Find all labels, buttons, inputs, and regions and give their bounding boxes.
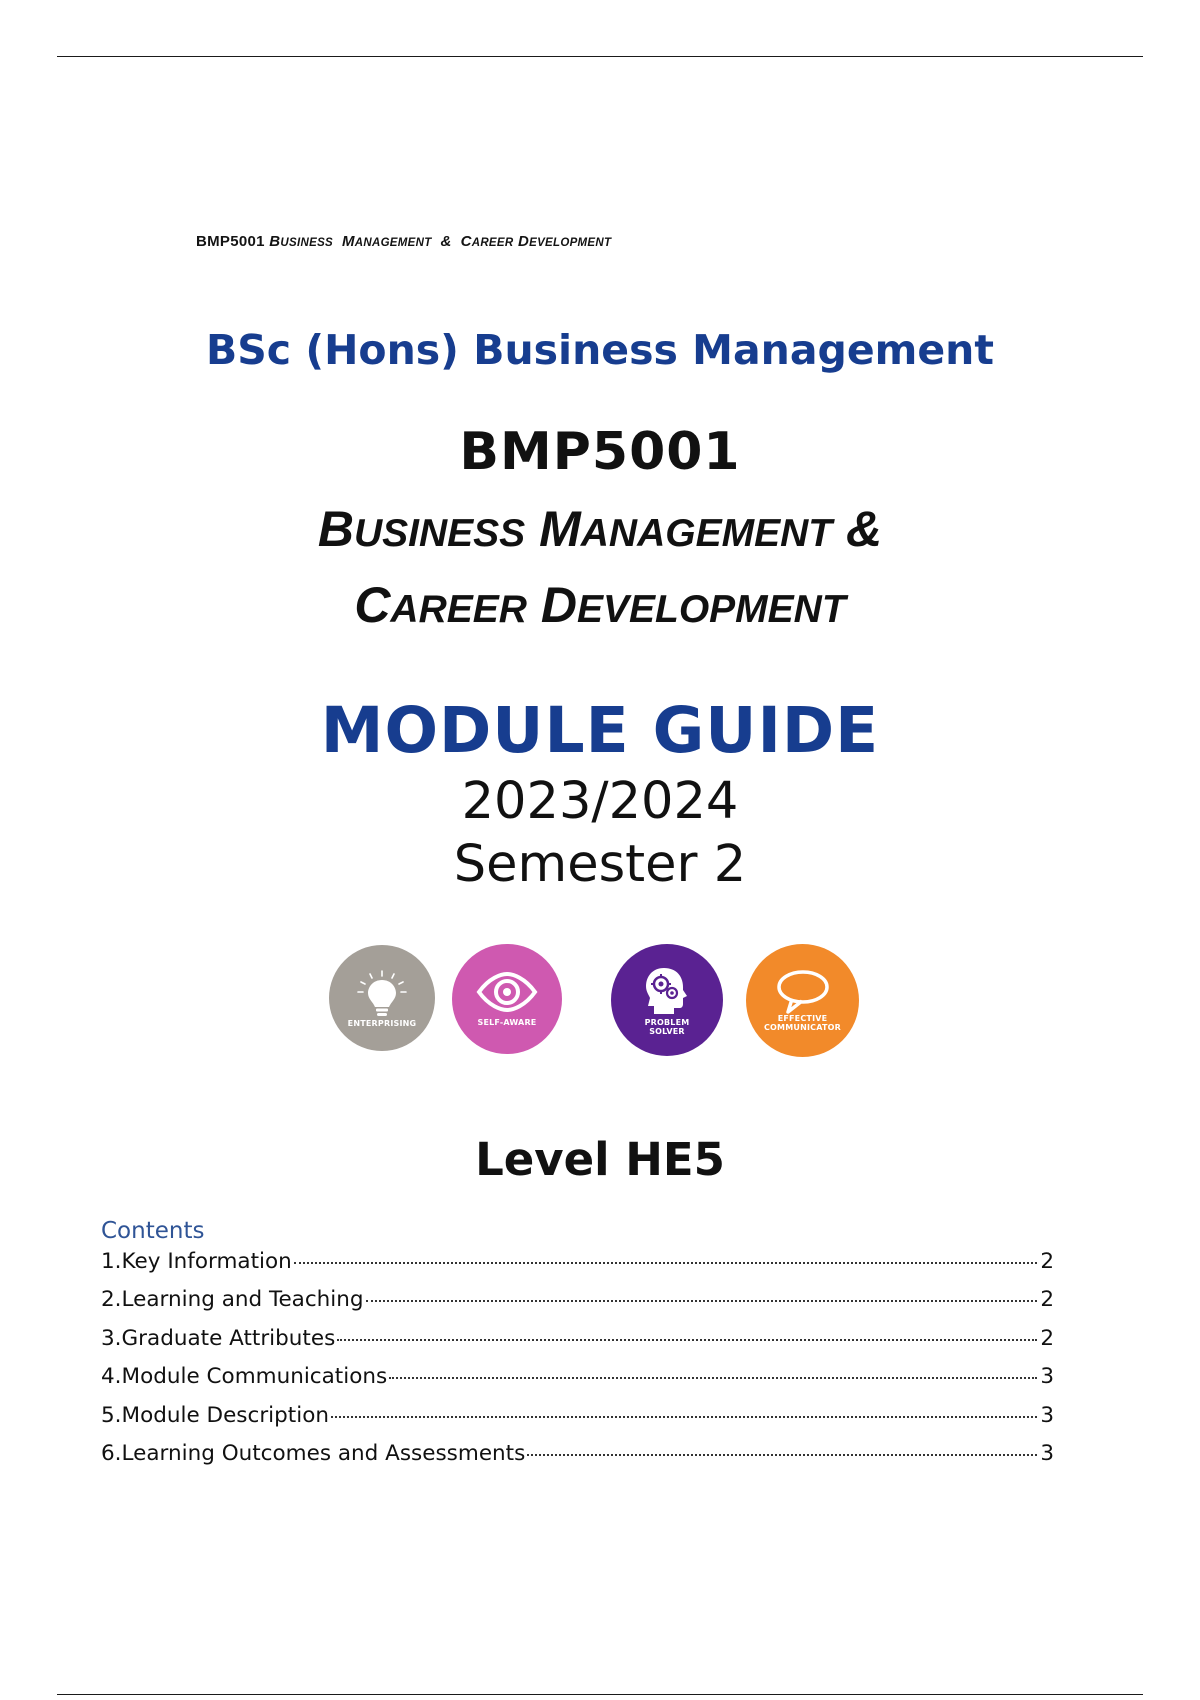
table-of-contents <box>101 1249 1054 1479</box>
module-code: BMP5001 <box>459 422 741 482</box>
speech-bubble-icon <box>776 970 830 1014</box>
toc-number: 4. <box>101 1364 122 1390</box>
badge-effective-communicator <box>746 944 859 1057</box>
running-header-code: BMP5001 <box>196 233 265 250</box>
academic-year: 2023/2024 <box>461 772 739 831</box>
toc-leader <box>337 1339 1037 1341</box>
toc-item[interactable] <box>101 1249 1054 1287</box>
badge-enterprising <box>329 945 435 1051</box>
toc-page: 2 <box>1040 1287 1054 1313</box>
module-title-line-1: BUSINESS MANAGEMENT & <box>317 501 883 557</box>
module-title-line-2: CAREER DEVELOPMENT <box>354 577 846 633</box>
toc-item[interactable] <box>101 1287 1054 1325</box>
toc-text: Learning Outcomes and Assessments <box>121 1440 526 1466</box>
toc-number: 5. <box>101 1402 122 1428</box>
programme-title: BSc (Hons) Business Management <box>206 326 994 374</box>
badge-label: SELF-AWARE <box>477 1017 537 1027</box>
toc-leader <box>331 1416 1037 1418</box>
running-header-title: BUSINESS MANAGEMENT & CAREER DEVELOPMENT <box>269 233 612 250</box>
toc-number: 6. <box>101 1440 122 1466</box>
toc-text: Learning and Teaching <box>121 1287 364 1313</box>
badge-label: EFFECTIVE COMMUNICATOR <box>763 1013 842 1032</box>
head-gears-icon <box>640 964 694 1018</box>
semester: Semester 2 <box>453 835 747 894</box>
module-guide-title: MODULE GUIDE <box>320 694 880 767</box>
top-rule <box>57 56 1143 57</box>
toc-leader <box>366 1300 1037 1302</box>
badge-label: PROBLEM SOLVER <box>644 1018 690 1036</box>
toc-page: 3 <box>1040 1364 1054 1390</box>
toc-item[interactable] <box>101 1441 1054 1479</box>
bottom-rule <box>57 1694 1143 1695</box>
badge-self-aware <box>452 944 562 1054</box>
toc-item[interactable] <box>101 1403 1054 1441</box>
toc-text: Module Communications <box>121 1364 388 1390</box>
toc-page: 3 <box>1040 1402 1054 1428</box>
toc-text: Key Information <box>121 1249 292 1274</box>
toc-item[interactable] <box>101 1326 1054 1364</box>
badge-label: ENTERPRISING <box>347 1018 417 1028</box>
toc-leader <box>389 1377 1037 1379</box>
toc-leader <box>527 1454 1037 1456</box>
toc-text: Module Description <box>121 1402 329 1428</box>
badge-problem-solver <box>611 944 723 1056</box>
toc-leader <box>294 1262 1037 1264</box>
level: Level HE5 <box>475 1133 725 1186</box>
toc-number: 1. <box>101 1249 122 1274</box>
toc-number: 3. <box>101 1325 122 1351</box>
toc-text: Graduate Attributes <box>121 1325 336 1351</box>
toc-item[interactable] <box>101 1364 1054 1402</box>
lightbulb-icon <box>354 969 410 1019</box>
eye-icon <box>475 972 539 1012</box>
toc-page: 3 <box>1040 1440 1054 1466</box>
toc-page: 2 <box>1040 1325 1054 1351</box>
running-header <box>196 233 611 250</box>
toc-number: 2. <box>101 1287 122 1313</box>
toc-page: 2 <box>1040 1249 1054 1274</box>
contents-heading: Contents <box>101 1218 205 1244</box>
